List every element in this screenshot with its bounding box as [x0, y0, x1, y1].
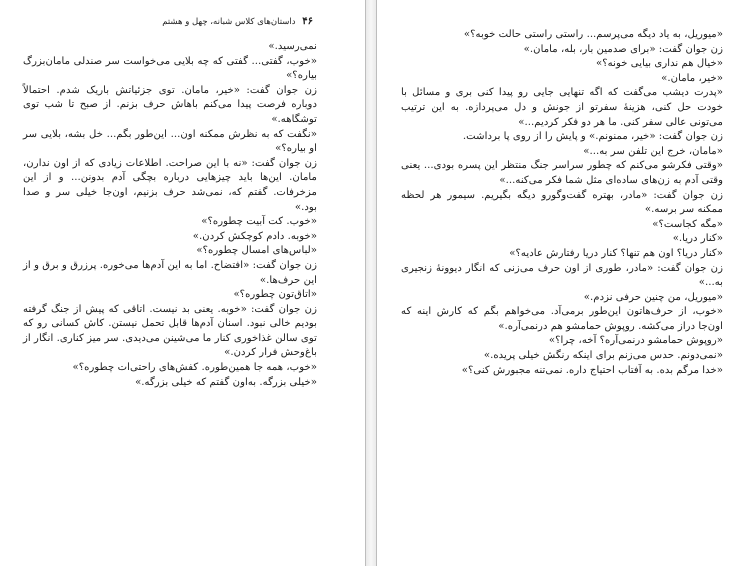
paragraph: نمی‌رسید.» [268, 41, 317, 52]
right-page-body [401, 28, 723, 378]
paragraph: «خیال هم نداری بیایی خونه؟» [596, 58, 723, 70]
right-page [376, 0, 745, 566]
paragraph: «نگفت که به نظرش ممکنه اون... این‌طور بگم... خل بشه، بلایی سر او بیاره؟» [23, 128, 317, 155]
paragraph: زن جوان گفت: «افتضاح. اما به این آدم‌ها می‌خوره. پرزرق و برق و از این حرف‌ها.» [23, 259, 317, 286]
paragraph: زن جوان گفت: «خیر، مامان. توی جزئیاتش باریک شدم. احتمالاً دوباره فرصت پیدا می‌کنم باهاش حرف بزنم. از صبح تا شب توی توشگاهه.» [23, 84, 317, 125]
book-gutter [366, 0, 376, 566]
paragraph: زن جوان گفت: «خیر، ممنونم.» و پایش را از روی پا برداشت. [462, 131, 723, 143]
paragraph: زن جوان گفت: «مادر، طوری از اون حرف می‌زنی که انگار دیوونهٔ زنجیری به...» [401, 262, 723, 289]
paragraph: زن جوان گفت: «مادر، بهتره گفت‌وگورو دیگه بگیریم. سیمور هر لحظه ممکنه سر برسه.» [401, 189, 723, 216]
paragraph: «خوب، از حرف‌هاتون این‌طور برمی‌آد. می‌خواهم بگم که کارش اینه که اون‌جا دراز می‌کشه. روپوش حمامشو هم درنمی‌آره.» [401, 306, 723, 332]
paragraph: «روپوش حمامشو درنمی‌آره؟ آخه، چرا؟» [548, 335, 723, 347]
page-number: ۴۶ [302, 16, 313, 27]
paragraph: «خوب. کت آبیت چطوره؟» [201, 216, 317, 228]
paragraph: زن جوان گفت: «خوبه. یعنی بد نیست. اتاقی که پیش از جنگ گرفته بودیم خالی نبود. اسنان آدم‌ها قابل تحمل نیستن. کاش کسانی رو که توی سالن غذاخوری کنار ما می‌شینن می‌دیدی. سر میز کناری. انگار از باغ‌وحش فرار کردن.» [23, 303, 317, 359]
paragraph: «پدرت دیشب می‌گفت که اگه تنهایی جایی رو پیدا کنی بری و مسائل با خودت حل کنی، هزینهٔ سفرتو از جونش و دل می‌پردازه. به این ترتیب می‌تونی عالی سفر کنی. ما هر دو فکر کردیم...» [401, 87, 723, 128]
left-page-body [23, 40, 317, 390]
left-page [0, 0, 366, 566]
paragraph: «خدا مرگم بده. به آفتاب احتیاج داره. نمی‌تنه مجبورش کنی؟» [461, 364, 723, 376]
paragraph: «لباس‌های امسال چطوره؟» [196, 245, 317, 257]
paragraph: «کنار دریا؟ اون هم تنها؟ کنار دریا رفتارش عادیه؟» [509, 247, 723, 259]
paragraph: «خوبه. دادم کوچکش کردن.» [192, 230, 317, 242]
paragraph: «کنار دریا.» [672, 233, 723, 245]
paragraph: «مگه کجاست؟» [652, 218, 723, 230]
paragraph: «مامان، خرج این تلفن سر به...» [583, 145, 723, 157]
paragraph: «خوب، گفتی... گفتی که چه بلایی می‌خواست سر صندلی مامان‌بزرگ بیاره؟» [23, 55, 317, 82]
paragraph: «میوریل، به یاد دیگه می‌پرسم... راستی راستی حالت خوبه؟» [463, 29, 723, 40]
paragraph: «نمی‌دونم. حدس می‌زنم برای اینکه رنگش خیلی پریده.» [483, 350, 723, 362]
paragraph: «خیلی بزرگه. به‌اون گفتم که خیلی بزرگه.» [135, 376, 317, 388]
paragraph: زن جوان گفت: «برای صدمین بار، بله، مامان.» [523, 43, 723, 55]
paragraph: زن جوان گفت: «نه با این صراحت. اطلاعات زیادی که از اون ندارن، مامان. این‌ها باید چیزهایی درباره بچگی آدم بدونن... و از این مزخرفات. گفتم که، نمی‌شد حرف بزنیم، اون‌جا خیلی سر و صدا بود.» [23, 157, 317, 213]
paragraph: «میوریل، من چنین حرفی نزدم.» [583, 291, 723, 303]
paragraph: «وقتی فکرشو می‌کنم که چطور سراسر جنگ منتظر این پسره بودی... یعنی وقتی آدم به زن‌های ساده‌ای مثل شما فکر می‌کنه...» [401, 160, 723, 186]
paragraph: «خوب، همه جا همین‌طوره. کفش‌های راحتی‌ات چطوره؟» [72, 362, 317, 374]
paragraph: «اتاق‌تون چطوره؟» [233, 289, 317, 301]
running-title: داستان‌های کلاس شبانه، چهل و هشتم [162, 17, 296, 27]
paragraph: «خیر، مامان.» [661, 72, 723, 84]
running-header [120, 16, 313, 27]
